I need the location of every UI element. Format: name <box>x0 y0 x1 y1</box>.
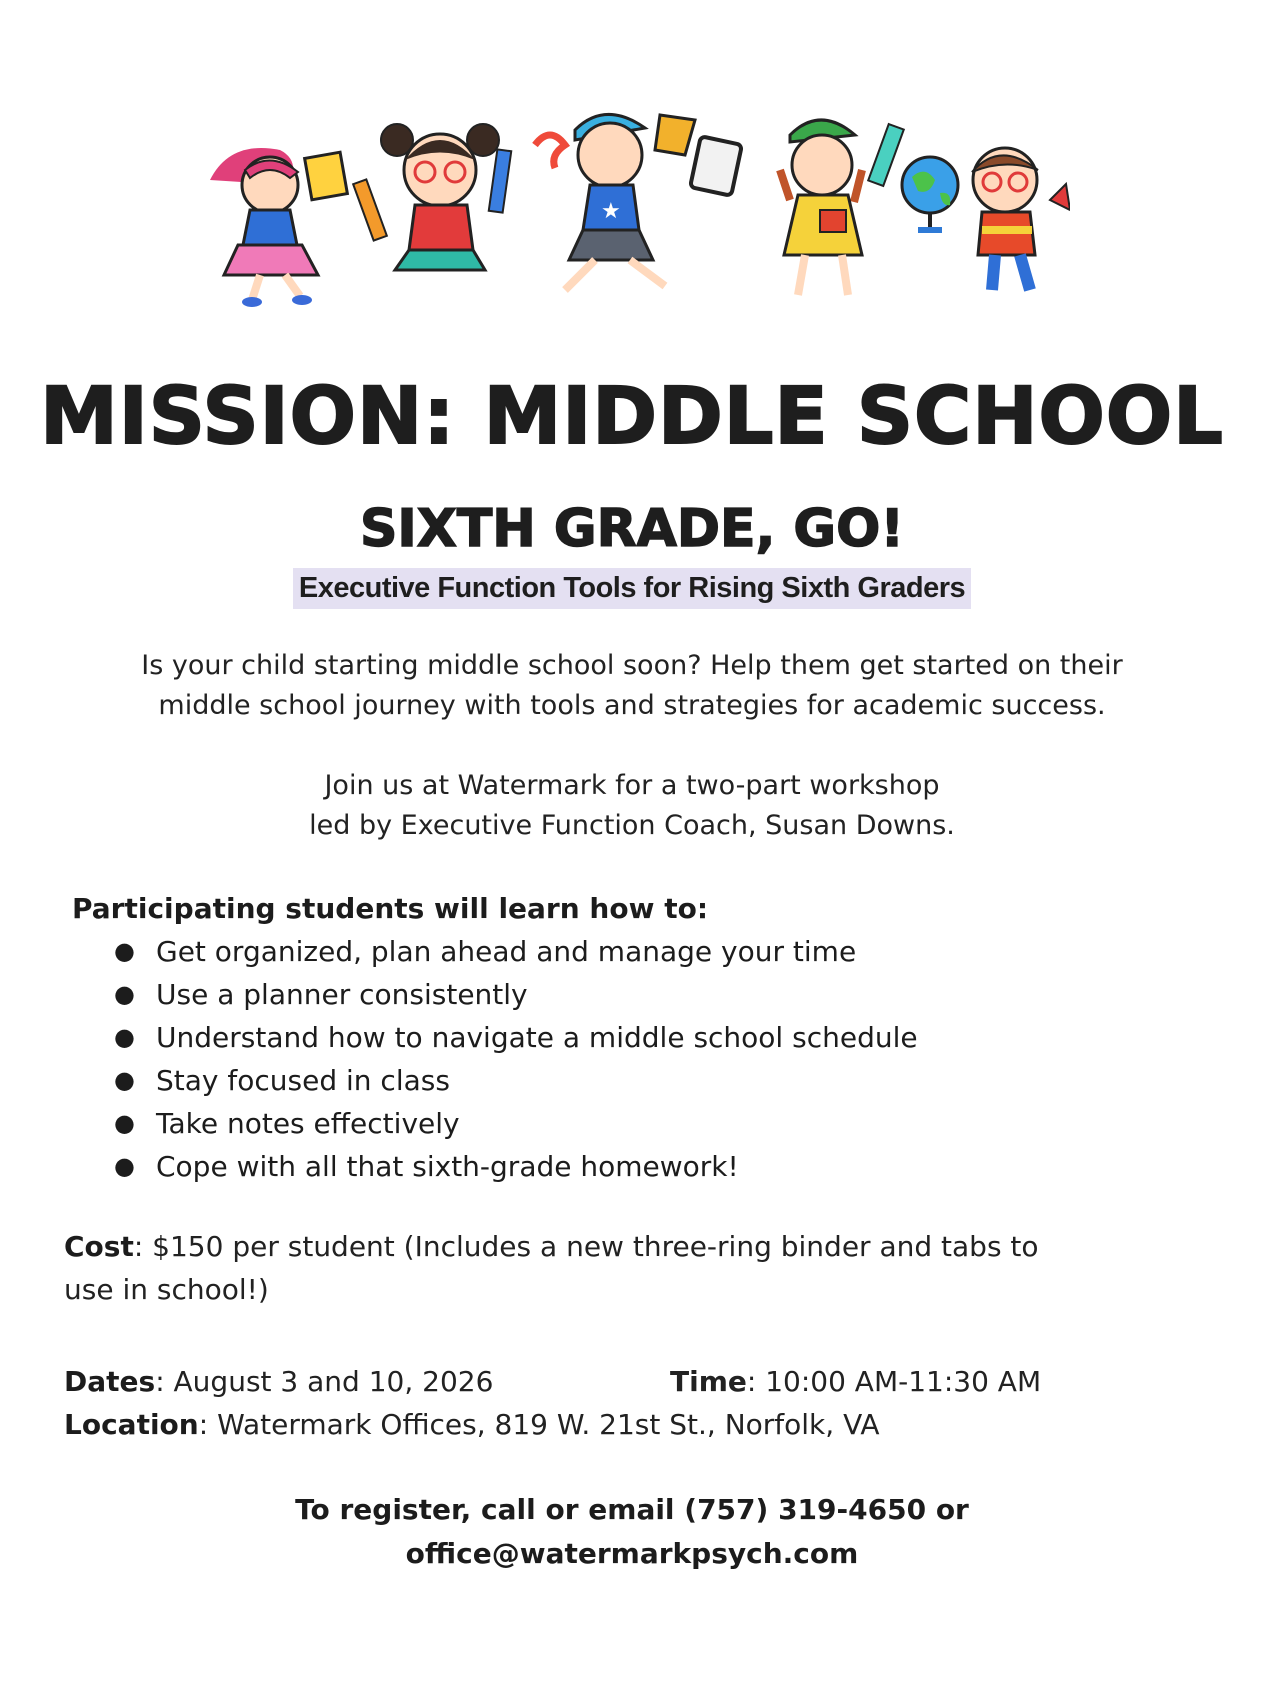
list-item <box>114 1102 1192 1145</box>
globe-icon <box>902 157 958 233</box>
join-line: led by Executive Function Coach, Susan Downs. <box>309 810 955 841</box>
time-label: Time <box>670 1365 747 1398</box>
intro-line: middle school journey with tools and strategies for academic success. <box>158 690 1106 721</box>
list-item-text: Cope with all that sixth-grade homework! <box>156 1150 739 1183</box>
dates-value: : August 3 and 10, 2026 <box>155 1365 494 1398</box>
join-line: Join us at Watermark for a two-part workshop <box>324 770 940 801</box>
kid-cap-boy-icon <box>535 114 695 290</box>
kid-glasses-girl-icon <box>353 124 511 270</box>
location-value: : Watermark Offices, 819 W. 21st St., Norfolk, VA <box>198 1408 880 1441</box>
kid-pink-hair-icon <box>210 148 347 307</box>
list-item-text: Get organized, plan ahead and manage your time <box>156 935 857 968</box>
learn-list <box>72 930 1192 1188</box>
bullet-icon: ● <box>114 980 135 1008</box>
join-paragraph <box>0 766 1264 846</box>
learn-section <box>72 888 1192 1188</box>
bullet-icon: ● <box>114 1066 135 1094</box>
register-line: To register, call or email (757) 319-4650 or <box>295 1493 969 1526</box>
bullet-icon: ● <box>114 1023 135 1051</box>
cost-value: : $150 per student (Includes a new three-ring binder and tabs to <box>133 1230 1039 1263</box>
register-email: office@watermarkpsych.com <box>405 1537 859 1570</box>
list-item-text: Stay focused in class <box>156 1064 450 1097</box>
bullet-icon: ● <box>114 1109 135 1137</box>
location-label: Location <box>64 1408 199 1441</box>
dates-label: Dates <box>64 1365 156 1398</box>
kid-glasses-boy-icon <box>972 148 1070 290</box>
tablet-icon <box>690 136 742 196</box>
list-item-text: Understand how to navigate a middle school schedule <box>156 1021 918 1054</box>
five-jumping-school-kids-illustration-icon <box>190 100 1070 310</box>
register-info <box>0 1488 1264 1576</box>
svg-text:★: ★ <box>601 199 621 224</box>
learn-heading: Participating students will learn how to: <box>72 892 709 925</box>
bullet-icon: ● <box>114 937 135 965</box>
page-subtitle: SIXTH GRADE, GO! <box>359 499 905 559</box>
intro-paragraph <box>0 646 1264 726</box>
list-item-text: Take notes effectively <box>156 1107 460 1140</box>
list-item <box>114 1016 1192 1059</box>
tagline: Executive Function Tools for Rising Sixth Graders <box>293 568 971 609</box>
list-item <box>114 1145 1192 1188</box>
kids-illustration <box>190 100 1070 310</box>
list-item <box>114 930 1192 973</box>
time-info <box>670 1360 1041 1403</box>
location-info <box>64 1403 1204 1446</box>
list-item <box>114 1059 1192 1102</box>
intro-line: Is your child starting middle school soon? Help them get started on their <box>141 650 1123 681</box>
cost-info <box>64 1225 1204 1311</box>
page-title: MISSION: MIDDLE SCHOOL <box>40 372 1224 462</box>
kid-green-cap-girl-icon <box>780 120 904 295</box>
tagline-wrapper <box>0 568 1264 609</box>
list-item-text: Use a planner consistently <box>156 978 528 1011</box>
time-value: : 10:00 AM-11:30 AM <box>746 1365 1042 1398</box>
cost-label: Cost <box>64 1230 134 1263</box>
cost-value-continued: use in school!) <box>64 1273 269 1306</box>
list-item <box>114 973 1192 1016</box>
bullet-icon: ● <box>114 1152 135 1180</box>
